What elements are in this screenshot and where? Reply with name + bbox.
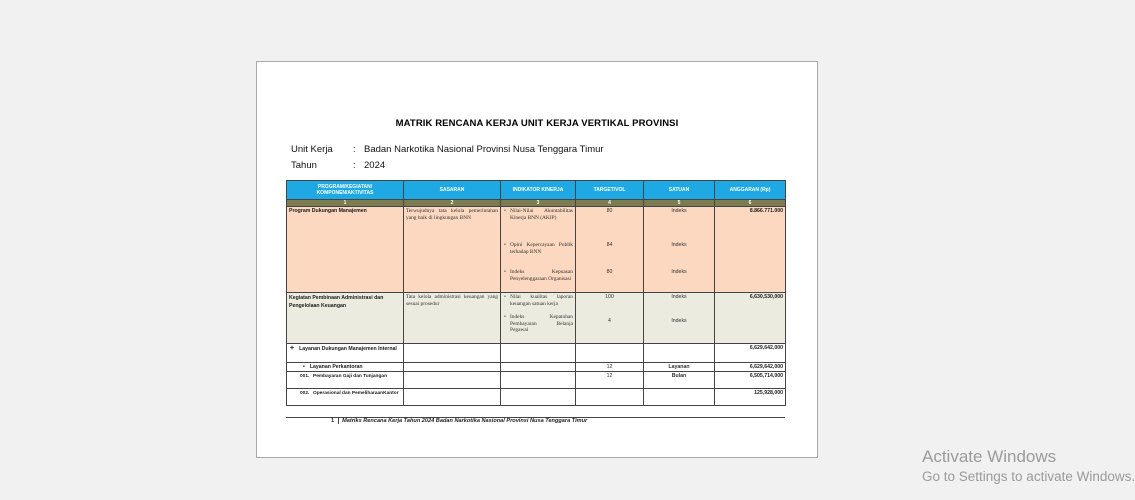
column-number: 3 xyxy=(501,200,576,207)
unit-separator: : xyxy=(353,144,356,155)
target-value: 12 xyxy=(576,363,644,372)
unit-value: Badan Narkotika Nasional Provinsi Nusa Tenggara Timur xyxy=(364,144,604,155)
indikator-item: • Nilai-Nilai Akuntabilitas Kinerja BNN (AKIP) xyxy=(510,208,573,242)
satuan-value: Indeks xyxy=(671,208,687,214)
aktivitas-code: 001. xyxy=(300,374,310,379)
layanan-name: Layanan Dukungan Manajemen Internal xyxy=(299,346,397,352)
satuan-value xyxy=(644,344,715,363)
indikator-item: • Indeks Kepuasan Penyelenggaraan Organisasi xyxy=(510,269,573,282)
aktivitas-name: Pembayaran Gaji dan Tunjangan xyxy=(313,374,388,379)
column-number: 6 xyxy=(715,200,786,207)
target-value xyxy=(576,389,644,406)
page-number: 1 xyxy=(331,418,339,424)
indikator-item: • Opini Kepercayaan Publik terhadap BNN xyxy=(510,242,573,269)
table-row-perkantoran xyxy=(287,363,786,372)
watermark-subtitle: Go to Settings to activate Windows. xyxy=(922,469,1135,484)
table-row-layanan xyxy=(287,344,786,363)
table-row-aktivitas xyxy=(287,389,786,406)
target-value: 100 xyxy=(605,294,614,300)
satuan-value: Indeks xyxy=(671,294,687,300)
satuan-cell xyxy=(644,207,715,293)
document-page xyxy=(256,61,818,458)
column-header: SATUAN xyxy=(644,181,715,200)
target-value: 80 xyxy=(606,208,613,214)
column-number: 5 xyxy=(644,200,715,207)
tahun-line xyxy=(291,160,385,171)
target-value: 4 xyxy=(608,318,611,324)
table-row-program xyxy=(287,207,786,293)
aktivitas-cell xyxy=(287,372,404,389)
column-header: TARGET/VOL xyxy=(576,181,644,200)
layanan-cell xyxy=(287,344,404,363)
target-cell xyxy=(576,207,644,293)
column-header: PROGRAM/KEGIATAN/ KOMPONEN/AKTIVITAS xyxy=(287,181,404,200)
activate-windows-watermark xyxy=(922,447,1135,484)
aktivitas-name: Operasional dan PemeliharaanKantor xyxy=(313,391,399,396)
anggaran-value: 6,505,714,000 xyxy=(715,372,786,389)
target-value xyxy=(576,344,644,363)
column-header: INDIKATOR KINERJA xyxy=(501,181,576,200)
column-number: 2 xyxy=(404,200,501,207)
unit-label: Unit Kerja xyxy=(291,144,333,155)
column-number-row xyxy=(287,200,786,207)
satuan-value xyxy=(644,389,715,406)
bullet-marker: • xyxy=(303,364,305,370)
sasaran-text: Tata kelola administrasi keuangan yang sesuai prosedur xyxy=(404,293,501,344)
unit-kerja-line xyxy=(291,144,604,155)
column-header: ANGGARAN (Rp) xyxy=(715,181,786,200)
page-footer xyxy=(331,418,587,424)
target-value: 12 xyxy=(576,372,644,389)
kegiatan-name: Kegiatan Pembinaan Administrasi dan Pengelolaan Keuangan xyxy=(287,293,404,344)
sasaran-text: Terwujudnya tata kelola pemerintahan yang baik di lingkungan BNN xyxy=(404,207,501,293)
expand-marker: + xyxy=(290,345,295,352)
satuan-value: Indeks xyxy=(671,318,687,324)
year-value: 2024 xyxy=(364,160,386,171)
table-row-aktivitas xyxy=(287,372,786,389)
anggaran-value: 6,630,530,000 xyxy=(715,293,786,344)
program-name: Program Dukungan Manajemen xyxy=(287,207,404,293)
column-number: 1 xyxy=(287,200,404,207)
aktivitas-cell xyxy=(287,389,404,406)
footer-text: Matriks Rencana Kerja Tahun 2024 Badan Narkotika Nasional Provinsi Nusa Tenggara Timur xyxy=(342,418,588,424)
indikator-cell xyxy=(501,293,576,344)
column-header: SASARAN xyxy=(404,181,501,200)
table-header-row xyxy=(287,181,786,200)
satuan-value: Layanan xyxy=(644,363,715,372)
satuan-cell xyxy=(644,293,715,344)
satuan-value: Indeks xyxy=(671,242,687,248)
indikator-cell xyxy=(501,207,576,293)
perkantoran-name: Layanan Perkantoran xyxy=(309,364,363,370)
anggaran-value: 8.866.771.000 xyxy=(715,207,786,293)
document-title: MATRIK RENCANA KERJA UNIT KERJA VERTIKAL PROVINSI xyxy=(395,118,679,129)
perkantoran-cell xyxy=(287,363,404,372)
watermark-title: Activate Windows xyxy=(922,447,1057,466)
indikator-item: • Nilai kualitas laporan keuangan satuan kerja xyxy=(510,294,573,314)
target-cell xyxy=(576,293,644,344)
anggaran-value: 6,629,642,000 xyxy=(715,344,786,363)
indikator-item: • Indeks Kepatuhan Pembayaran Belanja Pegawai xyxy=(510,314,573,334)
target-value: 80 xyxy=(606,269,613,275)
work-plan-matrix-table xyxy=(286,180,786,406)
aktivitas-code: 002. xyxy=(300,391,310,396)
anggaran-value: 125,928,000 xyxy=(715,389,786,406)
year-separator: : xyxy=(353,160,356,171)
year-label: Tahun xyxy=(291,160,317,171)
anggaran-value: 6,629,642,000 xyxy=(715,363,786,372)
satuan-value: Indeks xyxy=(671,269,687,275)
target-value: 84 xyxy=(606,242,613,248)
satuan-value: Bulan xyxy=(644,372,715,389)
column-number: 4 xyxy=(576,200,644,207)
table-row-kegiatan xyxy=(287,293,786,344)
